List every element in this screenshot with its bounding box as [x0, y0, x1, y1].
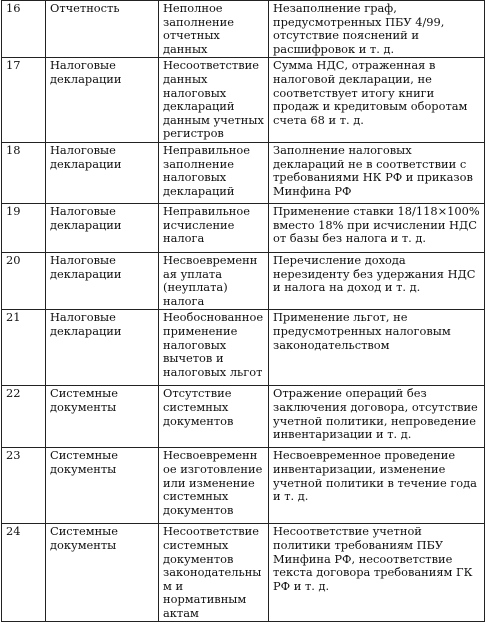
row-number: 23	[2, 448, 46, 524]
table-row	[2, 203, 485, 252]
table-row	[2, 252, 485, 309]
row-category: Отчетность	[46, 1, 159, 58]
table-row	[2, 142, 485, 203]
row-error: Неполное заполнение отчетных данных	[159, 1, 269, 58]
row-number: 16	[2, 1, 46, 58]
table-row	[2, 386, 485, 448]
row-number: 24	[2, 524, 46, 622]
table-row	[2, 524, 485, 622]
row-error: Несоответствие данных налоговых деклараций данным учетных регистров	[159, 58, 269, 143]
row-error: Несоответствие системных документов законодательным и нормативным актам	[159, 524, 269, 622]
table-row	[2, 58, 485, 143]
row-category: Системные документы	[46, 448, 159, 524]
row-category: Системные документы	[46, 524, 159, 622]
row-category: Налоговые декларации	[46, 252, 159, 309]
row-category: Налоговые декларации	[46, 58, 159, 143]
row-number: 18	[2, 142, 46, 203]
row-example: Сумма НДС, отраженная в налоговой декларации, не соответствует итогу книги продаж и кредитовым оборотам счета 68 и т. д.	[269, 58, 485, 143]
row-category: Налоговые декларации	[46, 142, 159, 203]
row-number: 22	[2, 386, 46, 448]
row-error: Несвоевременное изготовление или изменение системных документов	[159, 448, 269, 524]
row-category: Налоговые декларации	[46, 203, 159, 252]
row-example: Несвоевременное проведение инвентаризации, изменение учетной политики в течение года и т. д.	[269, 448, 485, 524]
row-error: Неправильное заполнение налоговых деклараций	[159, 142, 269, 203]
errors-table	[1, 0, 485, 622]
row-error: Несвоевременная уплата (неуплата) налога	[159, 252, 269, 309]
row-number: 21	[2, 310, 46, 386]
table-row	[2, 448, 485, 524]
row-example: Заполнение налоговых деклараций не в соответствии с требованиями НК РФ и приказов Минфина РФ	[269, 142, 485, 203]
row-example: Применение ставки 18/118×100% вместо 18% при исчислении НДС от базы без налога и т. д.	[269, 203, 485, 252]
table-row	[2, 310, 485, 386]
row-number: 20	[2, 252, 46, 309]
row-error: Отсутствие системных документов	[159, 386, 269, 448]
row-number: 17	[2, 58, 46, 143]
row-error: Неправильное исчисление налога	[159, 203, 269, 252]
row-category: Налоговые декларации	[46, 310, 159, 386]
row-error: Необоснованное применение налоговых вычетов и налоговых льгот	[159, 310, 269, 386]
row-number: 19	[2, 203, 46, 252]
row-example: Отражение операций без заключения договора, отсутствие учетной политики, непроведение инвентаризации и т. д.	[269, 386, 485, 448]
row-example: Несоответствие учетной политики требованиям ПБУ Минфина РФ, несоответствие текста договора требованиям ГК РФ и т. д.	[269, 524, 485, 622]
row-example: Перечисление дохода нерезиденту без удержания НДС и налога на доход и т. д.	[269, 252, 485, 309]
row-category: Системные документы	[46, 386, 159, 448]
row-example: Применение льгот, не предусмотренных налоговым законодательством	[269, 310, 485, 386]
row-example: Незаполнение граф, предусмотренных ПБУ 4/99, отсутствие пояснений и расшифровок и т. д.	[269, 1, 485, 58]
table-row	[2, 1, 485, 58]
